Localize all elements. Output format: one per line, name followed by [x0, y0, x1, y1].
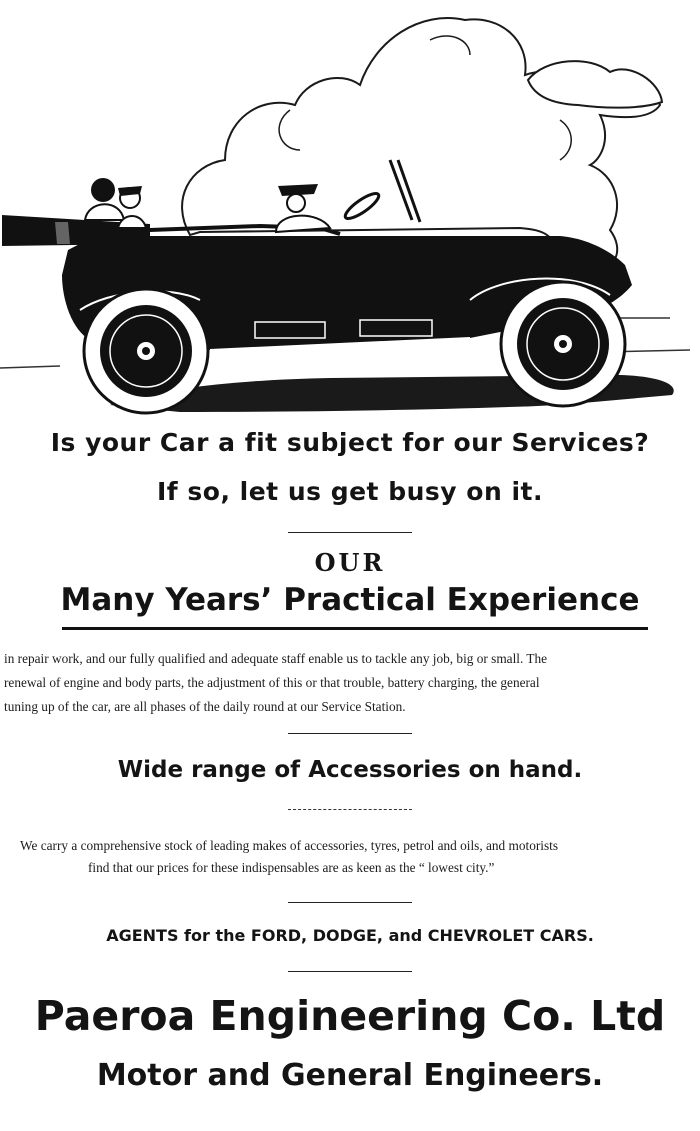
experience-heading: Many Years’ Practical Experience — [60, 582, 640, 618]
question-line-2: If so, let us get busy on it. — [157, 477, 543, 506]
accessories-heading: Wide range of Accessories on hand. — [117, 757, 583, 783]
divider-2 — [288, 733, 412, 734]
touring-car-illustration — [0, 0, 700, 420]
divider-3 — [288, 809, 412, 810]
divider-4 — [288, 902, 412, 903]
front-wheel-icon — [501, 282, 625, 406]
experience-line-3: tuning up of the car, are all phases of the daily round at our Service Station. — [4, 699, 406, 714]
divider-1 — [288, 532, 412, 533]
experience-underline — [62, 627, 648, 630]
question-line-1: Is your Car a fit subject for our Services? — [50, 428, 650, 457]
accessories-line-2: find that our prices for these indispensables are as keen as the “ lowest city.” — [88, 860, 495, 875]
agents-line: AGENTS for the FORD, DODGE, and CHEVROLET CARS. — [106, 926, 594, 945]
rear-wheel-icon — [84, 289, 208, 413]
experience-line-1: in repair work, and our fully qualified and adequate staff enable us to tackle any job, big or small. The — [4, 651, 548, 666]
our-label: OUR — [314, 548, 386, 577]
company-tagline: Motor and General Engineers. — [96, 1058, 604, 1093]
company-name: Paeroa Engineering Co. Ltd — [34, 992, 666, 1040]
divider-5 — [288, 971, 412, 972]
dust-cloud-icon — [182, 18, 662, 270]
experience-line-2: renewal of engine and body parts, the adjustment of this or that trouble, battery charging, the general — [4, 675, 540, 690]
accessories-line-1: We carry a comprehensive stock of leading makes of accessories, tyres, petrol and oils, and motorists — [20, 838, 559, 853]
